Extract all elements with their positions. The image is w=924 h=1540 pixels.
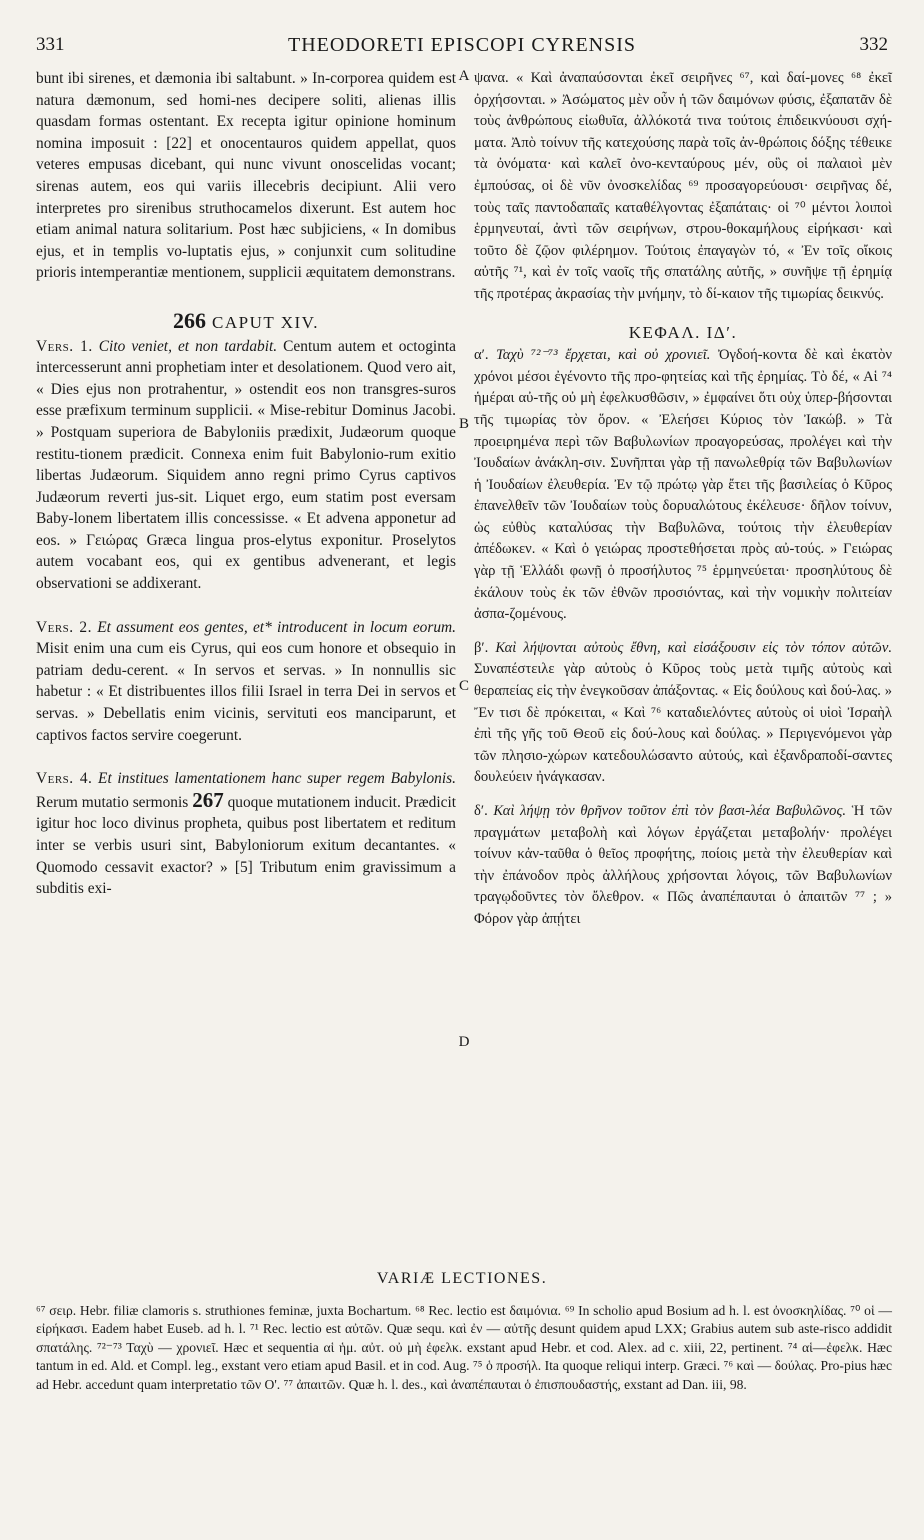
latin-verse-2-lemma: Et assument eos gentes, et* introducent in locum eorum.: [97, 618, 456, 636]
greek-verse-4-text: Ἡ τῶν πραγμάτων μεταβολὴ καὶ λόγων ἐργάζεται μεταβολήν· προλέγει τοίνυν κἀν-ταῦθα ὁ θεῖος προφήτης, ποίοις μετὰ τὴν ἐλευθερίαν καὶ τὴν ἐπάνοδον πρὸς ἀλλήλους χρήσονται λόγοις, τῶν Βαβυλωνίων τραγῳδοῦντες τὸν ὄλεθρον. « Πῶς ἀναπέπαυται ὁ ἀπαιτῶν ⁷⁷ ; » Φόρον γὰρ ἀπῄτει: [474, 803, 892, 927]
greek-verse-1-lemma: Ταχὺ ⁷²⁻⁷³ ἔρχεται, καὶ οὐ χρονιεῖ.: [495, 347, 711, 364]
margin-letter-b: B: [458, 416, 469, 432]
margin-letter-d: D: [458, 1034, 470, 1050]
latin-verse-2-label: Vers. 2.: [36, 618, 92, 636]
greek-verse-2: [474, 638, 892, 789]
page-number-left: 331: [36, 34, 65, 55]
page-number-right: 332: [859, 34, 888, 55]
latin-verse-4: [36, 768, 456, 900]
latin-chapter-heading: [36, 306, 456, 336]
latin-column: [36, 68, 456, 900]
greek-verse-1: [474, 345, 892, 626]
greek-verse-2-lemma: Καὶ λήψονται αὐτοὺς ἔθνη, καὶ εἰσάξουσιν εἰς τὸν τόπον αὐτῶν.: [495, 639, 892, 656]
greek-paragraph-intro: ψανα. « Καὶ ἀναπαύσονται ἐκεῖ σειρῆνες ⁶⁷, καὶ δαί-μονες ⁶⁸ ἐκεῖ ὀρχήσονται. » Ἀσώματος μὲν οὖν ἡ τῶν δαιμόνων φύσις, ἐξαπατᾶν δὲ τοὺς ἀνθρώπους εἰωθυῖα, ἀλλόκοτά τινα τούτοις ἐπιδεικνύουσι σχή-ματα. Ἀπὸ τοίνυν τῆς κατεχούσης παρὰ τοῖς ἀν-θρώποις δόξης τέθεικε τὰ ὀνόματα· καὶ καλεῖ ὀνο-κενταύρους μέν, οὓς οἱ παλαιοὶ μὲν ἐμπούσας, οἱ δὲ νῦν ὀνοσκελίδας ⁶⁹ προσαγορεύουσι· σειρῆνας δέ, τοὺς ταῖς παντοδαπαῖς καταθέλγοντας ἐξαπάταις· οἱ ⁷⁰ μέντοι λοιποὶ ἑρμηνευταί, ἀντὶ τῶν σειρήνων, στρου-θοκαμήλους εἰρήκασι· καὶ τοῦτο δὲ ζῷον φιλέρημον. Τούτοις ἐπαγαγὼν τό, « Ἐν τοῖς οἴκοις αὐτῆς ⁷¹, καὶ ἐν τοῖς ναοῖς τῆς σπατάλης αὐτῆς, » συνῆψε τῇ ἐρημίᾳ τῆς προτέρας ἀκρασίας τὴν μνήμην, τὸ δί-καιον τῆς τιμωρίας δεικνύς.: [474, 70, 892, 302]
latin-chapter-title: CAPUT XIV.: [212, 312, 319, 332]
greek-verse-2-text: Συναπέστειλε γὰρ αὐτοὺς ὁ Κῦρος τοὺς μετὰ τιμῆς αὐτοὺς καὶ θεραπείας εἰς τὴν ἐνεγκοῦσαν ἀπάξοντας. « Εἰς δούλους καὶ δού-λας. » Ἔν τισι δὲ πρόκειται, « Καὶ ⁷⁶ καταδιελόντες αὐτοὺς οἱ υἱοὶ Ἰσραὴλ ἐπὶ τῆς γῆς τοῦ Θεοῦ εἰς δού-λους καὶ δούλας. » Περιγενόμενοι γὰρ τῶν πλησιο-χώρων κατεδουλώσαντο αὐτούς, καὶ ἐξανδραποδί-σαντες δουλεύειν ἠνάγκασαν.: [474, 661, 892, 786]
latin-verse-4-text-b: quoque mutationem inducit. Prædicit igitur hoc loco divinus propheta, quibus post libertatem et reditum inter se verbis usuri sint, Babyloniorum exitum decantantes. « Quomodo cessavit exactor? » [5] Tributum enim gravissimum a subditis exi-: [36, 793, 456, 898]
variants-text: ⁶⁷ σειρ. Hebr. filiæ clamoris s. struthiones feminæ, juxta Bochartum. ⁶⁸ Rec. lectio est δαιμόνια. ⁶⁹ In scholio apud Bosium ad h. l. est ὀνοσκηλίδας. ⁷⁰ οἱ — εἰρήκασι. Eadem habet Euseb. ad h. l. ⁷¹ Rec. lectio est αὐτῶν. Quæ sequ. καὶ ἐν — αὐτῆς desunt quidem apud LXX; Grabius autem sub aste-risco addidit σπατάλης. ⁷²⁻⁷³ Ταχὺ — χρονιεῖ. Hæc et sequentia αἱ ἡμ. αὐτ. οὐ μὴ ἐφελκ. exstant apud Hebr. et cod. Alex. ad c. xiii, 22, pertinent. ⁷⁴ αἱ—ἐφελκ. Hæc tantum in ed. Ald. et Compl. leg., exstant vero etiam apud Basil. et in cod. Aug. ⁷⁵ ὁ προσήλ. Ita quoque reliqui interp. Græci. ⁷⁶ καὶ — δούλας. Pro-pius hæc ad Hebr. accedunt quam interpretatio τῶν Ο'. ⁷⁷ ἀπαιτῶν. Quæ h. l. des., καὶ ἀναπέπαυται ὁ ἐπισπουδαστής, exstant ad Dan. iii, 98.: [36, 1303, 892, 1392]
greek-verse-4: [474, 801, 892, 931]
latin-verse-1-lemma: Cito veniet, et non tardabit.: [98, 337, 278, 355]
latin-inline-column-number: 267: [192, 787, 224, 812]
margin-letter-c: C: [458, 678, 469, 694]
latin-verse-4-text-a: Rerum mutatio sermonis: [36, 793, 189, 811]
latin-chapter-number: 266: [173, 307, 207, 333]
latin-verse-1: [36, 336, 456, 595]
latin-verse-2: [36, 617, 456, 747]
margin-letter-a: A: [458, 68, 470, 84]
running-title: THEODORETI EPISCOPI CYRENSIS: [287, 34, 637, 56]
greek-verse-4-lemma: Καὶ λήψῃ τὸν θρῆνον τοῦτον ἐπὶ τὸν βασι-λέα Βαβυλῶνος.: [493, 803, 847, 819]
variants-heading: VARIÆ LECTIONES.: [376, 1270, 548, 1287]
latin-verse-2-text: Misit enim una cum eis Cyrus, qui eos cum honore et obsequio in patriam dedu-cerent. « In servos et servas. » In nonnullis sic habetur : « Et distribuentes illos filii Israel in terra Dei in servos et servas. » Debellatis enim vicinis, servituti eos manciparunt, et captivos factos servire coegerunt.: [36, 640, 456, 744]
latin-paragraph-intro: bunt ibi sirenes, et dæmonia ibi saltabunt. » In-corporea quidem est natura dæmonum, sed homi-nes decipere soliti, alienas illis quasdam formas ostentant. Ex recepta igitur opinione hominum nomina imposuit : [22] et onocentauros quidem appellat, quos veteres empusas dicebant, qui nunc vivunt onoscelidas vocant; sirenas autem, eos qui variis illecebris decipiunt. Alii vero interpretes pro sirenibus struthocamelos dixerunt. Est autem hoc etiam animal natura solitarium. Post hæc subjiciens, « In domibus ejus, et in templis vo-luptatis ejus, » conjunxit cum solitudine prioris intemperantiæ mentionem, supplicii æquitatem demonstrans.: [36, 70, 456, 282]
running-head: [36, 34, 888, 64]
greek-verse-1-label: αʹ.: [474, 347, 489, 364]
latin-verse-1-text: Centum autem et octoginta intercesserunt anni prophetiam inter et desolationem. Quod vero ait, « Dies ejus non protrahentur, » ostendit eos non transgres-suros esse præfixum terminum supplicii. « Mise-rebitur Dominus Jacobi. » Postquam superiora de Babyloniis prædixit, Judæorum quoque restitu-tionem prædicit. Connexa enim fuit Babylonio-rum exitio libertas Judæorum. Siquidem anno regni primo Cyrus captivos Judæorum reverti jus-sit. Liquet ergo, eum statim post eversam Baby-lonem libertatem illis concessisse. « Et advena apponetur ad eos. » Γειώρας Græca lingua pros-elytus exponitur. Proselytos autem vocabant eos, qui ex gentibus advenerant, et legis observationi se addixerant.: [36, 337, 457, 593]
latin-verse-4-lemma: Et institues lamentationem hanc super regem Babylonis.: [98, 770, 456, 788]
greek-chapter-heading: ΚΕΦΑΛ. ΙΔʹ.: [628, 322, 738, 342]
greek-verse-4-label: δʹ.: [474, 803, 488, 819]
latin-verse-4-label: Vers. 4.: [36, 770, 93, 788]
latin-verse-1-label: Vers. 1.: [36, 337, 93, 355]
greek-column: [474, 68, 892, 931]
greek-verse-2-label: βʹ.: [474, 639, 489, 656]
greek-verse-1-text: Ὀγδοή-κοντα δὲ καὶ ἑκατὸν χρόνοι μέσοι ἐγένοντο τῆς προ-φητείας καὶ τῆς ἐρημίας. Τὸ δέ, « Αἱ ⁷⁴ ἡμέραι αὐ-τῆς οὐ μὴ ἐφελκυσθῶσιν, » ἐμφαίνει ὅτι οὐχ ὑπερ-βήσονται τῆς τιμωρίας τὸν ὅρον. « Ἐλεήσει Κύριος τὸν Ἰακώβ. » Τὰ προειρημένα περὶ τῶν Βαβυλωνίων προαγορεύσας, προλέγει καὶ τὴν Ἰουδαίων ἀνάκλη-σιν. Συνῆπται γὰρ τῇ πανωλεθρίᾳ τῶν Βαβυλωνίων ἡ Ἰουδαίων ἐλευθερία. Ἐν τῷ πρώτῳ γὰρ ἔτει τῆς βασιλείας ὁ Κῦρος ἐπανελθεῖν τῶν Ἰουδαίων τοὺς δορυαλώτους ἐκέλευσε· δῆλον τοίνυν, ὡς εὐθὺς καταλύσας τὴν Βαβυλῶνα, τούτοις τὴν ἐλευθερίαν ἀπέδωκεν. « Καὶ ὁ γειώρας προστεθήσεται πρὸς αὐ-τούς. » Γειώρας γὰρ τῇ Ἑλλάδι φωνῇ ὁ προσήλυτος ⁷⁵ ἑρμηνεύεται· προσηλύτους δὲ ἐκάλουν τοὺς ἐκ τῶν ἐθνῶν προσιόντας, καὶ τὴν νομικὴν πολιτείαν ἀσπα-ζομένους.: [474, 347, 893, 623]
